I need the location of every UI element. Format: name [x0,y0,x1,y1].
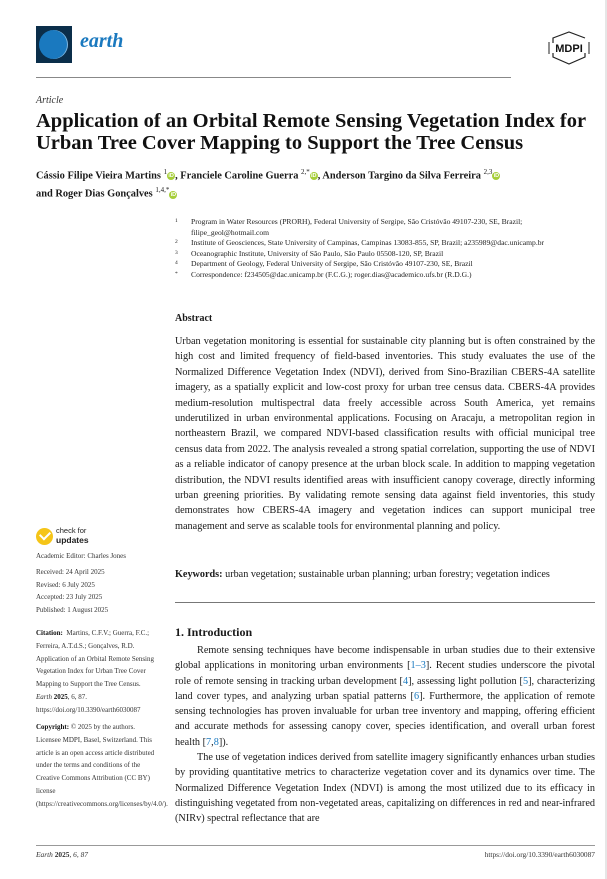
affiliation-item [175,217,600,238]
reference-link[interactable]: 6 [413,690,420,702]
abstract-text: Urban vegetation monitoring is essential for sustainable city planning but is often constrained by the high cost and limited frequency of field-based inventories. This study evaluates the use of the Normalized Difference Vegetation Index (NDVI), derived from Sino-Brazilian CBERS-4A satellite imagery, as a spatially explicit and low-cost proxy for urban tree census data. CBERS-4A provides medium-resolution multispectral data freely accessible across South America, yet remains underutilized in urban environmental applications. Focusing on Aracaju, a metropolitan region in northeastern Brazil, we compared NDVI-based classification results with official municipal tree census data from 2022. The analysis revealed a strong spatial correlation, supporting the use of NDVI as a reliable indicator of canopy presence at the urban block scale. In addition to mapping vegetation distribution, the NDVI results identified areas with insufficient canopy coverage, directly informing urban greening priorities. By validating remote sensing data against field inventories, this study demonstrates how CBERS-4A imagery and vegetation indices can support municipal tree management and serve as scalable tools for environmental planning and policy. [175,336,595,532]
footer-citation [36,850,88,859]
keywords-label: Keywords: [175,569,223,580]
globe-icon [39,30,68,59]
author-list [36,165,601,202]
date-published: Published: 1 August 2025 [36,605,109,614]
reference-link[interactable]: 4 [402,675,409,687]
paragraph-text: ], assessing light pollution [ [408,675,523,687]
journal-name: earth [80,30,124,52]
copyright [36,721,168,811]
article-title: Application of an Orbital Remote Sensing Vegetation Index for Urban Tree Cover Mapping to Support the Tree Census [36,110,586,154]
affiliation-mark: * [175,270,178,277]
correspondence-text: Correspondence: f234505@dac.unicamp.br (F.C.G.); roger.dias@academico.ufs.br (R.D.G.) [191,269,472,279]
citation [36,627,158,717]
affiliation-item [175,238,600,249]
footer-year: 2025 [54,850,70,859]
reference-link[interactable]: 7 [206,736,212,748]
section-heading: 1. Introduction [175,625,253,639]
paragraph-text: ]). [218,736,229,748]
author-name[interactable]: Roger Dias Gonçalves [55,188,153,200]
footer-divider [36,845,595,846]
academic-editor: Academic Editor: Charles Jones [36,552,127,560]
section-divider [175,602,595,603]
reference-link[interactable]: 8 [213,736,219,748]
copyright-label: Copyright: [36,723,70,731]
citation-doi[interactable]: , 6, 87. https://doi.org/10.3390/earth6030087 [36,692,141,714]
keywords [175,569,600,580]
paragraph-text: , [211,736,214,748]
abstract-heading: Abstract [175,313,213,324]
check-updates-line2: updates [56,534,89,545]
checkmark-icon [36,528,53,545]
header-divider [36,77,511,78]
orcid-icon[interactable]: iD [493,173,500,180]
reference-link[interactable]: 5 [522,675,529,687]
author-affiliation-mark: 2,* [301,168,310,176]
affiliation-mark: 1 [175,218,178,224]
author-name[interactable]: Anderson Targino da Silva Ferreira [322,170,481,182]
article-type: Article [36,95,64,106]
affiliation-mark: 4 [175,260,178,267]
reference-link[interactable]: 1–3 [410,660,426,672]
affiliation-text: Department of Geology, Federal University of Sergipe, São Cristóvão 49107-230, SE, Brazil [191,259,473,269]
author-conjunction: and [36,188,56,200]
date-revised: Revised: 6 July 2025 [36,580,95,589]
paragraph-text: ]. Furthermore, the application of remote sensing technologies has proven invaluable for urban tree inventory and mapping, offering efficient and accurate methods for assessing canopy cover, species identification, and overall urban forest health [ [175,690,595,748]
orcid-icon[interactable]: iD [168,173,174,180]
author-affiliation-mark: 1 [163,168,168,176]
separator: , [317,170,323,182]
check-updates-line1: check for [56,526,87,535]
orcid-icon[interactable]: iD [311,173,317,180]
date-received: Received: 24 April 2025 [36,568,105,576]
check-for-updates-badge[interactable] [36,526,106,548]
publication-dates [36,566,158,616]
citation-label: Citation: [36,629,63,637]
paragraph-text: Remote sensing techniques have become indispensable in urban studies due to their extensive global applications in monitoring urban environments [ [175,645,595,672]
introduction-text [175,643,595,827]
date-accepted: Accepted: 23 July 2025 [36,593,103,601]
footer-doi[interactable]: https://doi.org/10.3390/earth6030087 [484,850,595,859]
paragraph [175,643,595,750]
affiliation-mark: 2 [175,239,178,246]
affiliation-text: Institute of Geosciences, State University of Campinas, Campinas 13083-855, SP, Brazil; a235989@dac.unicamp.br [191,238,545,248]
affiliation-mark: 3 [175,249,178,256]
affiliation-item [175,249,600,260]
affiliations [175,217,600,281]
citation-text: Martins, C.F.V.; Guerra, F.C.; Ferreira, A.T.d.S.; Gonçalves, R.D. Application of an Orbital Remote Sensing Vegetation Index for Urban Tree Cover Mapping to Support the Tree Census. [36,629,155,689]
citation-year: 2025 [53,692,68,701]
citation-journal: Earth [36,692,52,701]
copyright-text: © 2025 by the authors. Licensee MDPI, Basel, Switzerland. This article is an open access article distributed under the terms and conditions of the Creative Commons Attribution (CC BY) license (https://creativecommons.org/licenses/by/4.0/). [36,723,168,808]
footer-volume-page: , 6, 87 [69,850,88,859]
mdpi-logo [545,31,593,65]
paragraph-text: ], characterizing land cover types, and analyzing urban spatial patterns [ [175,675,595,702]
separator: , [175,170,181,182]
author-affiliation-mark: 2,3 [483,168,493,176]
footer-journal: Earth [36,850,53,859]
author-name[interactable]: Cássio Filipe Vieira Martins [36,170,161,182]
paragraph-text: ]. Recent studies underscore the pivotal role of remote sensing in tracking urban development [ [175,660,595,687]
affiliation-text: Program in Water Resources (PRORH), Federal University of Sergipe, São Cristóvão 49107-230, SE, Brazil; filipe_geol@hotmail.com [191,217,523,237]
affiliation-text: Oceanographic Institute, University of São Paulo, São Paulo 05508-120, SP, Brazil [191,248,444,258]
keywords-text: urban vegetation; sustainable urban planning; urban forestry; vegetation indices [225,569,550,580]
journal-logo [36,26,72,63]
affiliation-item [175,259,600,270]
author-name[interactable]: Franciele Caroline Guerra [180,170,299,182]
mdpi-logo-text: MDPI [555,43,583,55]
correspondence [175,270,600,281]
author-affiliation-mark: 1,4,* [155,186,170,195]
orcid-icon[interactable]: iD [170,191,177,198]
paragraph: The use of vegetation indices derived from satellite imagery significantly enhances urban studies by providing quantitative metrics to characterize vegetation cover and its dynamics over time. The Normalized Difference Vegetation Index (NDVI) is among the most utilized due to its efficacy in distinguishing vegetated from non-vegetated areas, capitalizing on differences in red and near-infrared (NIRv) spectral reflectance that are [175,752,595,825]
